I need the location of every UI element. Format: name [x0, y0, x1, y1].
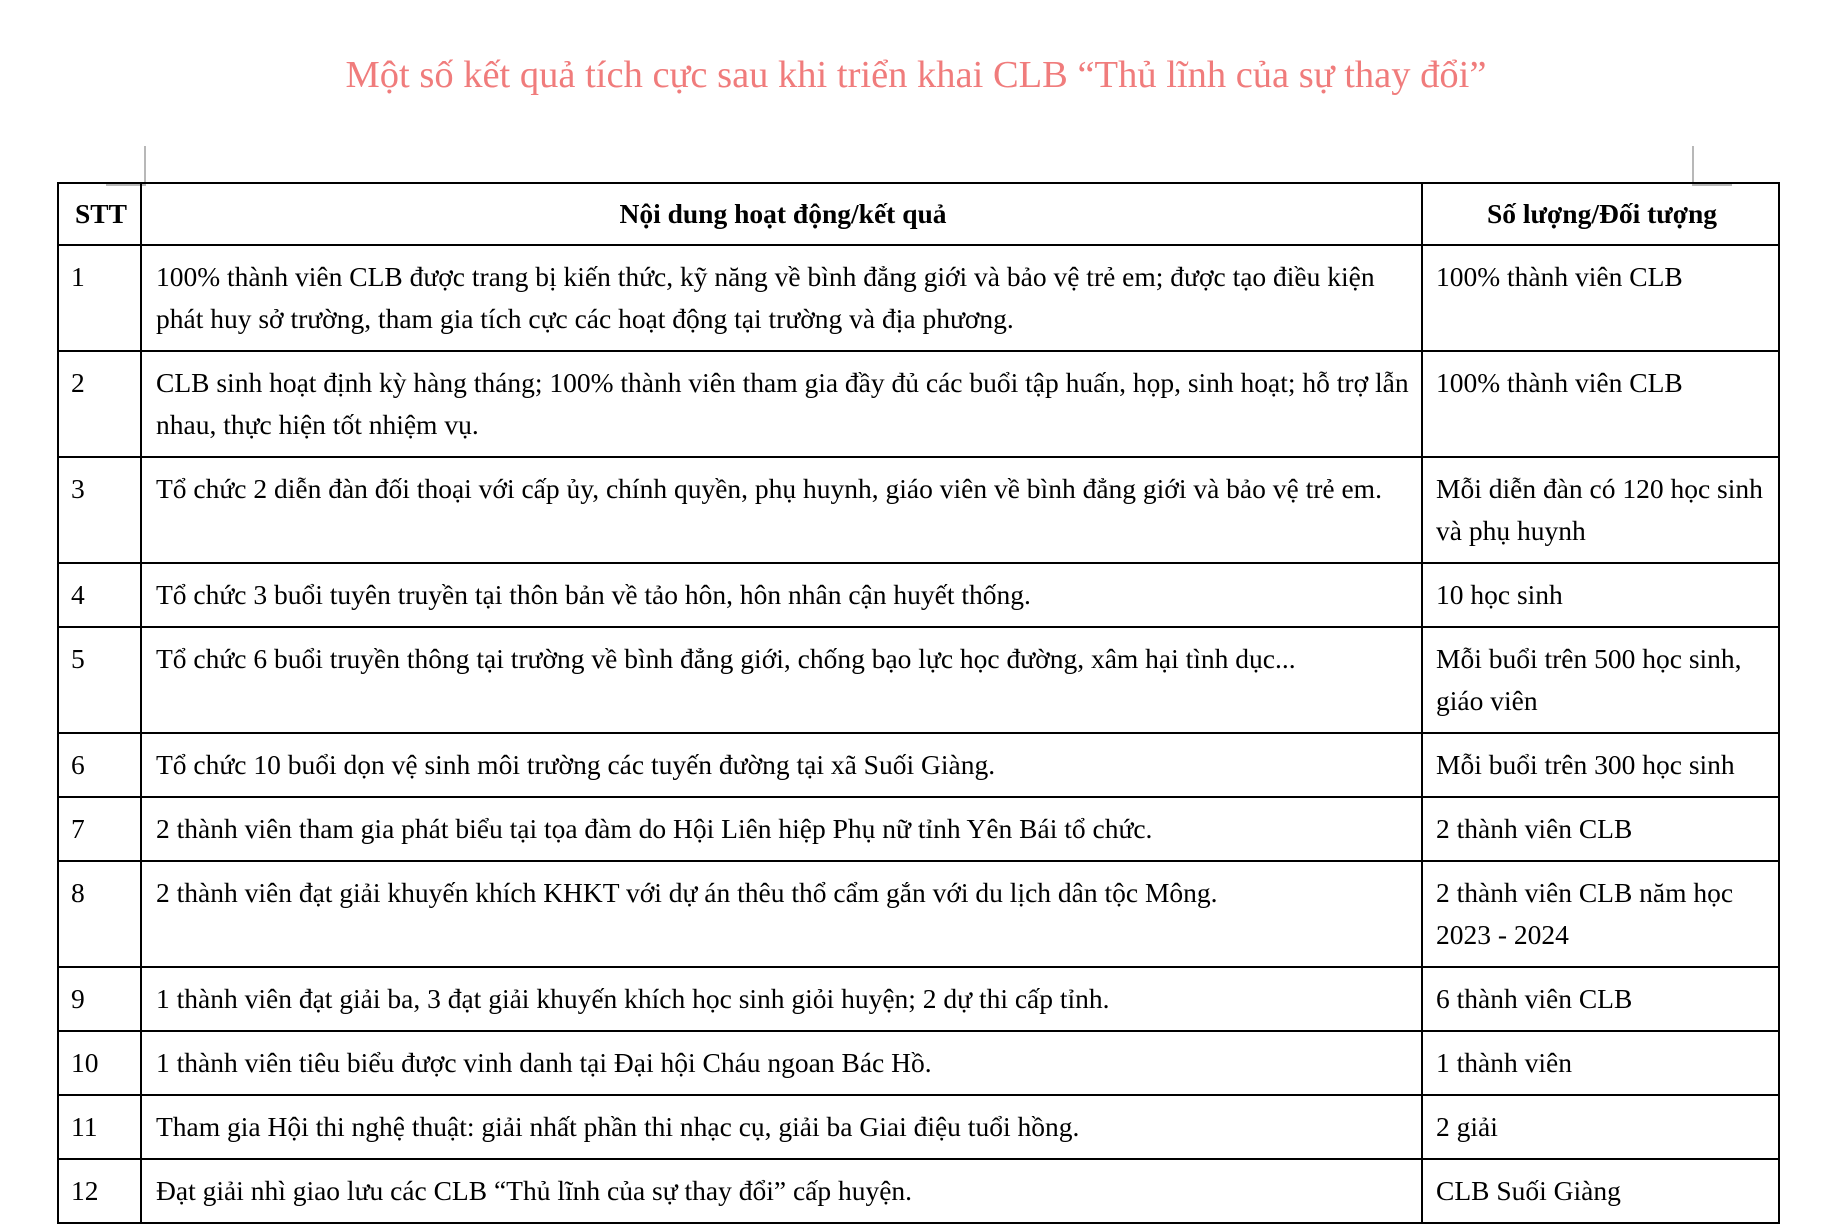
header-quantity: Số lượng/Đối tượng: [1422, 183, 1779, 245]
table-row: [58, 627, 1779, 733]
row-content-cell: Tổ chức 6 buổi truyền thông tại trường về bình đẳng giới, chống bạo lực học đường, xâm hại tình dục...: [141, 627, 1422, 733]
row-quantity-cell: CLB Suối Giàng: [1422, 1159, 1779, 1223]
row-quantity-cell: 10 học sinh: [1422, 563, 1779, 627]
row-quantity-cell: 2 giải: [1422, 1095, 1779, 1159]
row-number-cell: 1: [58, 245, 141, 351]
row-number-cell: 8: [58, 861, 141, 967]
row-quantity-cell: 1 thành viên: [1422, 1031, 1779, 1095]
row-number-cell: 7: [58, 797, 141, 861]
table-row: [58, 1031, 1779, 1095]
table-row: [58, 457, 1779, 563]
row-quantity-cell: 2 thành viên CLB: [1422, 797, 1779, 861]
table-body: [58, 245, 1779, 1223]
row-content-cell: 100% thành viên CLB được trang bị kiến thức, kỹ năng về bình đẳng giới và bảo vệ trẻ em; được tạo điều kiện phát huy sở trường, tham gia tích cực các hoạt động tại trường và địa phương.: [141, 245, 1422, 351]
row-number-cell: 6: [58, 733, 141, 797]
table-row: [58, 563, 1779, 627]
row-content-cell: 2 thành viên tham gia phát biểu tại tọa đàm do Hội Liên hiệp Phụ nữ tỉnh Yên Bái tổ chức.: [141, 797, 1422, 861]
row-number-cell: 2: [58, 351, 141, 457]
row-number-cell: 3: [58, 457, 141, 563]
row-number-cell: 10: [58, 1031, 141, 1095]
row-content-cell: 1 thành viên đạt giải ba, 3 đạt giải khuyến khích học sinh giỏi huyện; 2 dự thi cấp tỉnh.: [141, 967, 1422, 1031]
header-stt: STT: [58, 183, 141, 245]
row-quantity-cell: 100% thành viên CLB: [1422, 351, 1779, 457]
results-table: [57, 182, 1780, 1224]
row-quantity-cell: 2 thành viên CLB năm học 2023 - 2024: [1422, 861, 1779, 967]
row-quantity-cell: 100% thành viên CLB: [1422, 245, 1779, 351]
row-quantity-cell: Mỗi buổi trên 300 học sinh: [1422, 733, 1779, 797]
table-header-row: [58, 183, 1779, 245]
row-number-cell: 9: [58, 967, 141, 1031]
row-content-cell: Đạt giải nhì giao lưu các CLB “Thủ lĩnh của sự thay đổi” cấp huyện.: [141, 1159, 1422, 1223]
table-row: [58, 351, 1779, 457]
row-content-cell: 1 thành viên tiêu biểu được vinh danh tại Đại hội Cháu ngoan Bác Hồ.: [141, 1031, 1422, 1095]
row-quantity-cell: 6 thành viên CLB: [1422, 967, 1779, 1031]
row-content-cell: CLB sinh hoạt định kỳ hàng tháng; 100% thành viên tham gia đầy đủ các buổi tập huấn, họp, sinh hoạt; hỗ trợ lẫn nhau, thực hiện tốt nhiệm vụ.: [141, 351, 1422, 457]
page-title: Một số kết quả tích cực sau khi triển khai CLB “Thủ lĩnh của sự thay đổi”: [345, 54, 1487, 96]
table-row: [58, 733, 1779, 797]
table-row: [58, 1159, 1779, 1223]
row-quantity-cell: Mỗi buổi trên 500 học sinh, giáo viên: [1422, 627, 1779, 733]
row-quantity-cell: Mỗi diễn đàn có 120 học sinh và phụ huynh: [1422, 457, 1779, 563]
table-row: [58, 967, 1779, 1031]
table-row: [58, 861, 1779, 967]
table-row: [58, 245, 1779, 351]
header-content: Nội dung hoạt động/kết quả: [141, 183, 1422, 245]
row-content-cell: Tổ chức 3 buổi tuyên truyền tại thôn bản về tảo hôn, hôn nhân cận huyết thống.: [141, 563, 1422, 627]
margin-corner-mark-left: [144, 146, 146, 186]
table-row: [58, 797, 1779, 861]
row-number-cell: 12: [58, 1159, 141, 1223]
row-number-cell: 11: [58, 1095, 141, 1159]
row-content-cell: Tổ chức 10 buổi dọn vệ sinh môi trường các tuyến đường tại xã Suối Giàng.: [141, 733, 1422, 797]
row-number-cell: 4: [58, 563, 141, 627]
row-content-cell: 2 thành viên đạt giải khuyến khích KHKT với dự án thêu thổ cẩm gắn với du lịch dân tộc Mông.: [141, 861, 1422, 967]
row-number-cell: 5: [58, 627, 141, 733]
row-content-cell: Tham gia Hội thi nghệ thuật: giải nhất phần thi nhạc cụ, giải ba Giai điệu tuổi hồng.: [141, 1095, 1422, 1159]
margin-corner-mark-right: [1692, 146, 1694, 186]
table-row: [58, 1095, 1779, 1159]
row-content-cell: Tổ chức 2 diễn đàn đối thoại với cấp ủy, chính quyền, phụ huynh, giáo viên về bình đẳng giới và bảo vệ trẻ em.: [141, 457, 1422, 563]
